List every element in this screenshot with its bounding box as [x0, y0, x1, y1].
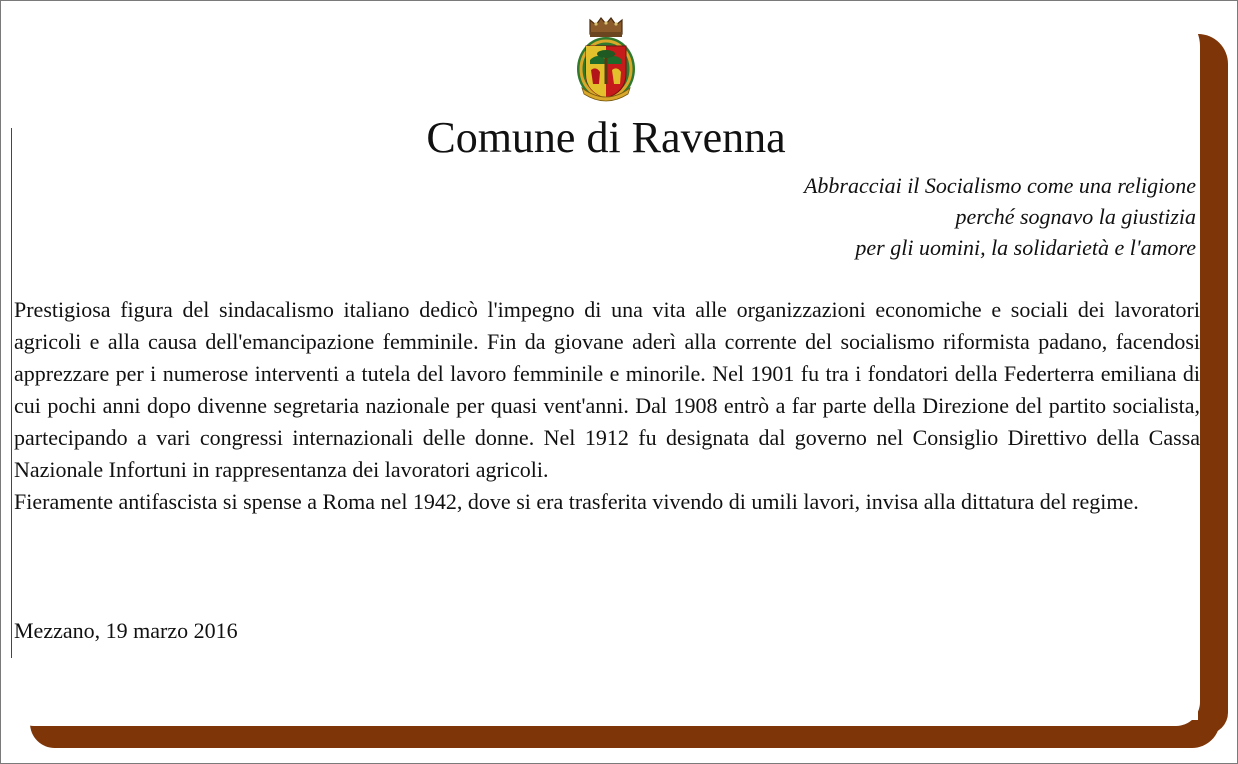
quote-line: Abbracciai il Socialismo come una religione	[803, 173, 1196, 198]
biography-paragraph: Fieramente antifascista si spense a Roma nel 1942, dove si era trasferita vivendo di umili lavori, invisa alla dittatura del regime.	[14, 489, 1139, 514]
coat-of-arms-icon	[572, 14, 640, 104]
place-and-date: Mezzano, 19 marzo 2016	[14, 618, 238, 643]
epigraph-quote	[804, 170, 1196, 263]
biography-text	[14, 294, 1200, 518]
quote-line: perché sognavo la giustizia	[955, 204, 1196, 229]
quote-line: per gli uomini, la solidarietà e l'amore	[855, 235, 1196, 260]
page-title: Comune di Ravenna	[426, 113, 786, 162]
biography-paragraph: Prestigiosa figura del sindacalismo italiano dedicò l'impegno di una vita alle organizzazioni economiche e sociali dei lavoratori agricoli e alla causa dell'emancipazione femminile. Fin da giovane aderì alla corrente del socialismo riformista padano, facendosi apprezzare per i numerose interventi a tutela del lavoro femminile e minorile. Nel 1901 fu tra i fondatori della Federterra emiliana di cui pochi anni dopo divenne segretaria nazionale per quasi vent'anni. Dal 1908 entrò a far parte della Direzione del partito socialista, partecipando a vari congressi internazionali delle donne. Nel 1912 fu designata dal governo nel Consiglio Direttivo della Cassa Nazionale Infortuni in rappresentanza dei lavoratori agricoli.	[14, 297, 1200, 482]
left-border-line	[11, 128, 12, 658]
